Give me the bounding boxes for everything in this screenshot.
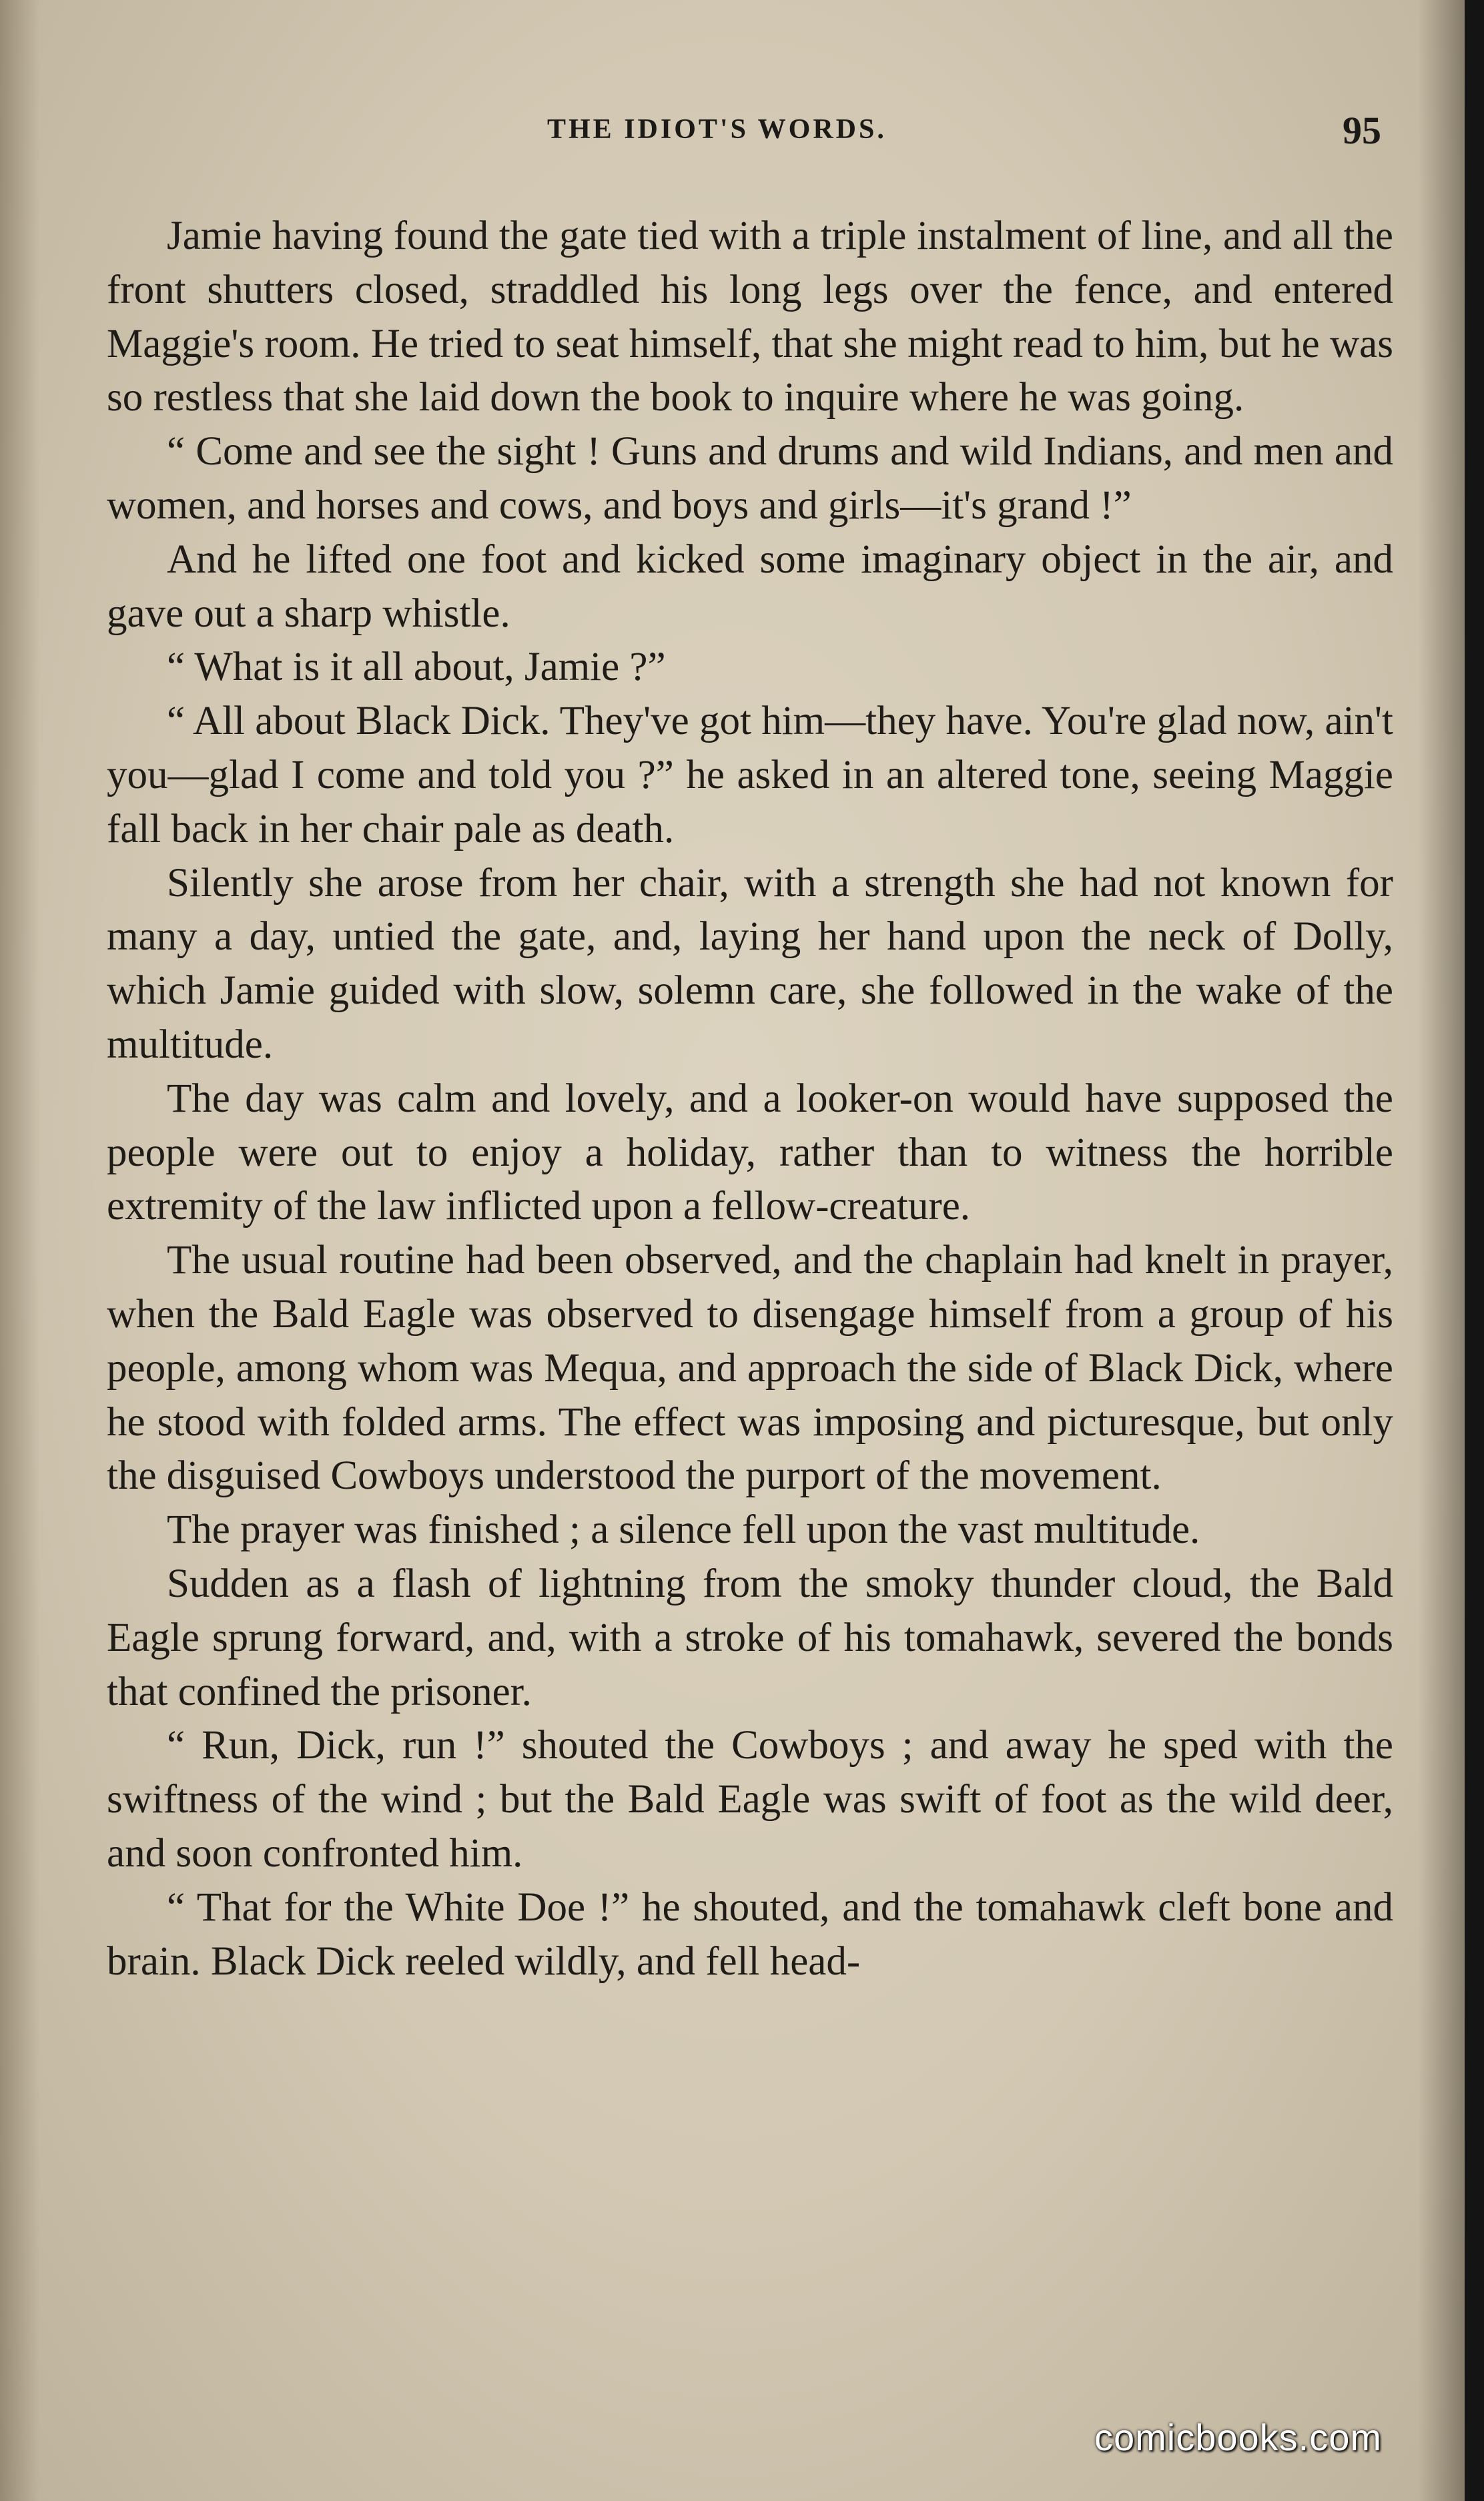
paragraph: “ Come and see the sight ! Guns and drums and wild Indians, and men and women, and horses and cows, and boys and girls—it's grand !” bbox=[107, 429, 1393, 528]
paragraph: The prayer was finished ; a silence fell upon the vast multitude. bbox=[167, 1507, 1200, 1553]
page-shadow-left bbox=[0, 0, 40, 2501]
page-number: 95 bbox=[1343, 109, 1381, 152]
paragraph: “ All about Black Dick. They've got him—they have. You're glad now, ain't you—glad I come and told you ?” he asked in an altered tone, seeing Maggie fall back in her chair pale as death. bbox=[107, 699, 1393, 851]
watermark: comicbooks.com bbox=[1094, 2416, 1383, 2458]
page-shadow-right bbox=[1418, 0, 1465, 2501]
body-text bbox=[107, 210, 1393, 1989]
paragraph: “ Run, Dick, run !” shouted the Cowboys ; and away he sped with the swiftness of the wind ; but the Bald Eagle was swift of foot as the wild deer, and soon confronted him. bbox=[107, 1723, 1393, 1876]
paragraph: “ What is it all about, Jamie ?” bbox=[167, 645, 666, 690]
paragraph: Sudden as a flash of lightning from the smoky thunder cloud, the Bald Eagle sprung forward, and, with a stroke of his tomahawk, severed the bonds that confined the prisoner. bbox=[107, 1561, 1393, 1714]
paragraph: The day was calm and lovely, and a looker-on would have supposed the people were out to enjoy a holiday, rather than to witness the horrible extremity of the law inflicted upon a fellow-creature. bbox=[107, 1076, 1393, 1229]
paragraph: “ That for the White Doe !” he shouted, and the tomahawk cleft bone and brain. Black Dick reeled wildly, and fell head- bbox=[107, 1884, 1393, 1984]
running-head: THE IDIOT'S WORDS. bbox=[547, 114, 887, 145]
paragraph: Jamie having found the gate tied with a triple instalment of line, and all the front shutters closed, straddled his long legs over the fence, and entered Maggie's room. He tried to seat himself, that she might read to him, but he was so restless that she laid down the book to inquire where he was going. bbox=[107, 214, 1393, 420]
paragraph: And he lifted one foot and kicked some imaginary object in the air, and gave out a sharp whistle. bbox=[107, 537, 1393, 636]
paragraph: Silently she arose from her chair, with a strength she had not known for many a day, untied the gate, and, laying her hand upon the neck of Dolly, which Jamie guided with slow, solemn care, she followed in the wake of the multitude. bbox=[107, 860, 1393, 1067]
paragraph: The usual routine had been observed, and the chaplain had knelt in prayer, when the Bald Eagle was observed to disengage himself from a group of his people, among whom was Mequa, and approach the side of Black Dick, where he stood with folded arms. The effect was imposing and picturesque, but only the disguised Cowboys understood the purport of the movement. bbox=[107, 1238, 1393, 1499]
